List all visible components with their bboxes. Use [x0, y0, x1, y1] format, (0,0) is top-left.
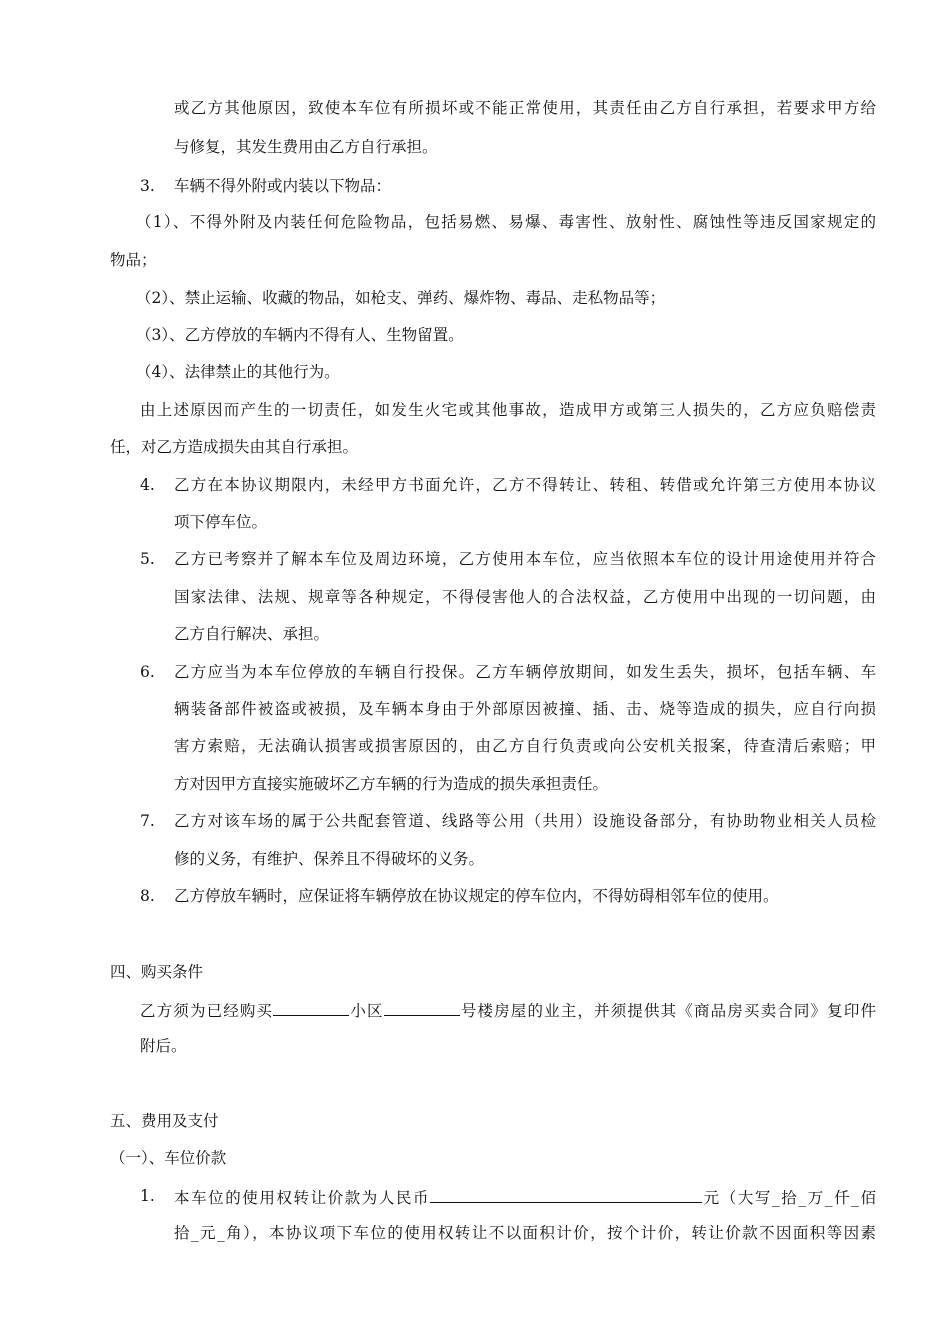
paragraph-line: 车辆不得外附或内装以下物品： — [174, 177, 392, 195]
paragraph-line: （3）、乙方停放的车辆内不得有人、生物留置。 — [136, 326, 464, 344]
item-number: 8. — [140, 887, 155, 905]
purchase-text: 号楼房屋的业主，并须提供其《商品房买卖合同》复印件 — [459, 1002, 876, 1020]
paragraph-line: 附后。 — [140, 1037, 187, 1055]
paragraph-line: 物品； — [110, 251, 157, 269]
paragraph-line: （4）、法律禁止的其他行为。 — [136, 363, 340, 381]
price-text: 本车位的使用权转让价款为人民币 — [174, 1189, 431, 1207]
community-blank — [273, 998, 349, 1016]
paragraph-line: 国家法律、法规、规章等各种规定，不得侵害他人的合法权益，乙方使用中出现的一切问题，由 — [174, 588, 876, 606]
paragraph-line: 乙方已考察并了解本车位及周边环境，乙方使用本车位，应当依照本车位的设计用途使用并符合 — [174, 550, 876, 568]
paragraph-line: 由上述原因而产生的一切责任，如发生火宅或其他事故，造成甲方或第三人损失的，乙方应负赔偿责 — [140, 401, 876, 419]
price-blank — [430, 1185, 702, 1203]
paragraph-line: 乙方应当为本车位停放的车辆自行投保。乙方车辆停放期间，如发生丢失，损坏，包括车辆、车 — [174, 663, 876, 681]
price-text: 元（大写_拾_万_仟_佰 — [702, 1189, 876, 1207]
paragraph-line: 项下停车位。 — [174, 513, 268, 531]
paragraph-line: 害方索赔，无法确认损害或损害原因的，由乙方自行负责或向公安机关报案，待查清后索赔；甲 — [174, 737, 876, 755]
paragraph-line: 乙方自行解决、承担。 — [174, 625, 330, 643]
item-number: 6. — [140, 663, 155, 681]
paragraph-line: 辆装备部件被盗或被损，及车辆本身由于外部原因被撞、插、击、烧等造成的损失，应自行向损 — [174, 700, 876, 718]
purchase-text: 乙方须为已经购买 — [140, 1002, 274, 1020]
item-number: 3. — [140, 177, 155, 195]
paragraph-line: 修的义务，有维护、保养且不得破坏的义务。 — [174, 850, 485, 868]
sub-heading: （一）、车位价款 — [110, 1149, 227, 1167]
item-number: 1. — [140, 1187, 155, 1205]
paragraph-line: （1）、不得外附及内装任何危险物品，包括易燃、易爆、毒害性、放射性、腐蚀性等违反国家规定的 — [136, 213, 876, 231]
paragraph-line: 任，对乙方造成损失由其自行承担。 — [110, 438, 359, 456]
purchase-text: 小区 — [349, 1002, 384, 1020]
paragraph-line: 与修复，其发生费用由乙方自行承担。 — [174, 138, 438, 156]
paragraph-line: 拾_元_角），本协议项下车位的使用权转让不以面积计价，按个计价，转让价款不因面积等因素 — [174, 1224, 876, 1242]
paragraph-line: 或乙方其他原因，致使本车位有所损坏或不能正常使用，其责任由乙方自行承担，若要求甲方给 — [174, 99, 876, 117]
purchase-condition-line — [140, 998, 876, 1022]
paragraph-line: 乙方对该车场的属于公共配套管道、线路等公用（共用）设施设备部分，有协助物业相关人员检 — [174, 812, 876, 830]
paragraph-line: 方对因甲方直接实施破坏乙方车辆的行为造成的损失承担责任。 — [174, 775, 609, 793]
paragraph-line: （2）、禁止运输、收藏的物品，如枪支、弹药、爆炸物、毒品、走私物品等； — [136, 289, 666, 307]
section-heading: 五、费用及支付 — [110, 1112, 219, 1130]
building-blank — [384, 998, 460, 1016]
item-number: 7. — [140, 812, 155, 830]
item-number: 5. — [140, 550, 155, 568]
paragraph-line: 乙方停放车辆时，应保证将车辆停放在协议规定的停车位内，不得妨碍相邻车位的使用。 — [174, 887, 779, 905]
item-number: 4. — [140, 476, 155, 494]
section-heading: 四、购买条件 — [110, 963, 204, 981]
price-line — [174, 1185, 876, 1209]
paragraph-line: 乙方在本协议期限内，未经甲方书面允许，乙方不得转让、转租、转借或允许第三方使用本协议 — [174, 476, 876, 494]
